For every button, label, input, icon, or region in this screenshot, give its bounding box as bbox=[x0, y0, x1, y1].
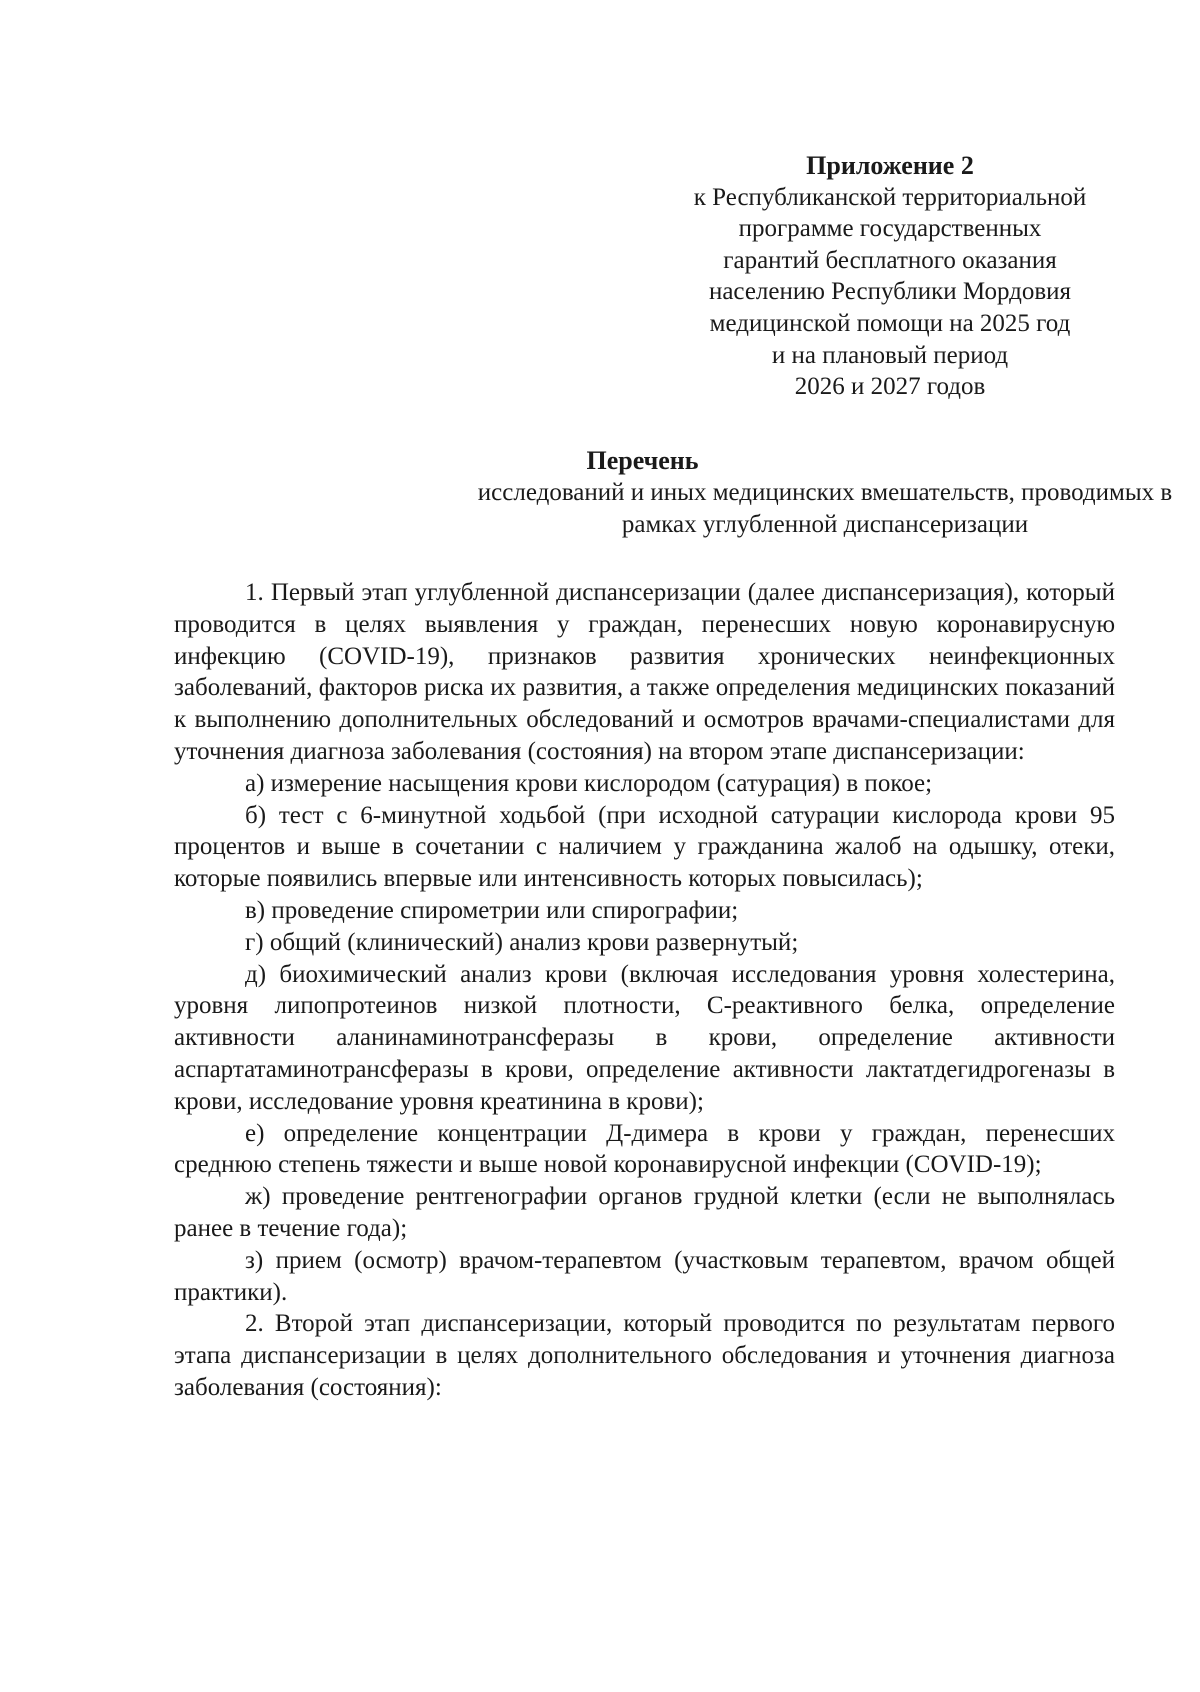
list-item-e: е) определение концентрации Д-димера в крови у граждан, перенесших среднюю степень тяжести и выше новой коронавирусной инфекции (COVID-19); bbox=[174, 1119, 1115, 1179]
list-item-b: б) тест с 6-минутной ходьбой (при исходной сатурации кислорода крови 95 процентов и выше в сочетании с наличием у гражданина жалоб на одышку, отеки, которые появились впервые или интенсивность которых повысилась); bbox=[174, 801, 1115, 893]
list-item-d: д) биохимический анализ крови (включая исследования уровня холестерина, уровня липопротеинов низкой плотности, С-реактивного белка, определение активности аланинаминотрансферазы в крови, определение активности аспартатаминотрансферазы в крови, определение активности лактатдегидрогеназы в крови, исследование уровня креатинина в крови); bbox=[174, 960, 1115, 1115]
title-heading: Перечень bbox=[586, 446, 699, 475]
appendix-line: и на плановый период bbox=[771, 341, 1009, 369]
appendix-line: населению Республики Мордовия bbox=[708, 278, 1072, 306]
list-item-z: з) прием (осмотр) врачом-терапевтом (участковым терапевтом, врачом общей практики). bbox=[174, 1246, 1115, 1306]
document-title bbox=[170, 445, 1173, 541]
list-item-zh: ж) проведение рентгенографии органов грудной клетки (если не выполнялась ранее в течение года); bbox=[174, 1183, 1115, 1242]
appendix-title: Приложение 2 bbox=[806, 151, 974, 180]
appendix-line: программе государственных bbox=[738, 215, 1042, 243]
appendix-line: к Республиканской территориальной bbox=[693, 183, 1087, 211]
appendix-line: медицинской помощи на 2025 год bbox=[709, 309, 1071, 337]
document-body bbox=[174, 577, 1115, 1404]
list-item-v: в) проведение спирометрии или спирографии; bbox=[245, 896, 739, 924]
list-item-a: а) измерение насыщения крови кислородом (сатурация) в покое; bbox=[245, 769, 933, 797]
appendix-line: 2026 и 2027 годов bbox=[794, 373, 986, 401]
appendix-block bbox=[640, 150, 1140, 403]
list-item-g: г) общий (клинический) анализ крови развернутый; bbox=[245, 928, 799, 956]
paragraph-stage-1: 1. Первый этап углубленной диспансеризации (далее диспансеризация), который проводится в целях выявления у граждан, перенесших новую коронавирусную инфекцию (COVID-19), признаков развития хронических неинфекционных заболеваний, факторов риска их развития, а также определения медицинских показаний к выполнению дополнительных обследований и осмотров врачами-специалистами для уточнения диагноза заболевания (состояния) на втором этапе диспансеризации: bbox=[174, 579, 1115, 765]
paragraph-stage-2: 2. Второй этап диспансеризации, который проводится по результатам первого этапа диспансеризации в целях дополнительного обследования и уточнения диагноза заболевания (состояния): bbox=[174, 1310, 1115, 1401]
appendix-line: гарантий бесплатного оказания bbox=[723, 246, 1057, 274]
title-subtitle: исследований и иных медицинских вмешательств, проводимых в рамках углубленной диспансеризации bbox=[477, 479, 1173, 538]
